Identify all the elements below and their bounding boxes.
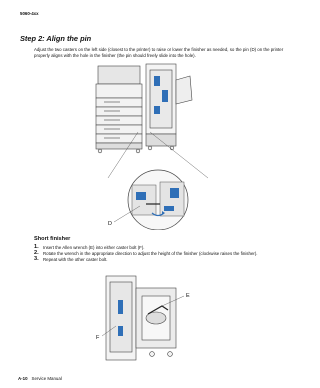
page-footer — [18, 376, 62, 381]
step-item — [34, 245, 274, 250]
step-title: Step 2: Align the pin — [20, 34, 92, 43]
adjustment-steps — [34, 245, 274, 263]
step-number: 3. — [34, 255, 39, 262]
callout-d-label: D — [108, 221, 112, 227]
finisher-drawing — [146, 64, 192, 150]
step-text: Insert the Allen wrench (E) into either caster bolt (F). — [43, 245, 145, 250]
section-title-short-finisher: Short finisher — [34, 236, 71, 242]
header-model: 5060-4xx — [20, 11, 39, 16]
callout-e-label: E — [186, 293, 190, 299]
step-item — [34, 251, 274, 256]
printer-finisher-illustration — [80, 60, 230, 230]
step-text: Repeat with the other caster bolt. — [43, 257, 108, 262]
callout-f-label: F — [96, 335, 100, 341]
finisher-base-drawing — [106, 276, 176, 360]
step-intro-text: Adjust the two casters on the left side (closest to the printer) to raise or lower the finisher as needed, so the pin (D) on the printer properly aligns with the hole in the finisher (the pin should freely slide into the hole). — [34, 47, 284, 58]
printer-drawing — [96, 66, 142, 153]
page-number: A-10 — [18, 376, 28, 381]
caster-adjustment-illustration — [92, 270, 202, 370]
step-number: 2. — [34, 249, 39, 256]
pin-detail-inset — [128, 170, 188, 230]
step-item — [34, 257, 274, 262]
manual-title: Service Manual — [31, 376, 62, 381]
step-text: Rotate the wrench in the appropriate direction to adjust the height of the finisher (clockwise raises the finisher). — [43, 251, 258, 256]
step-number: 1. — [34, 243, 39, 250]
